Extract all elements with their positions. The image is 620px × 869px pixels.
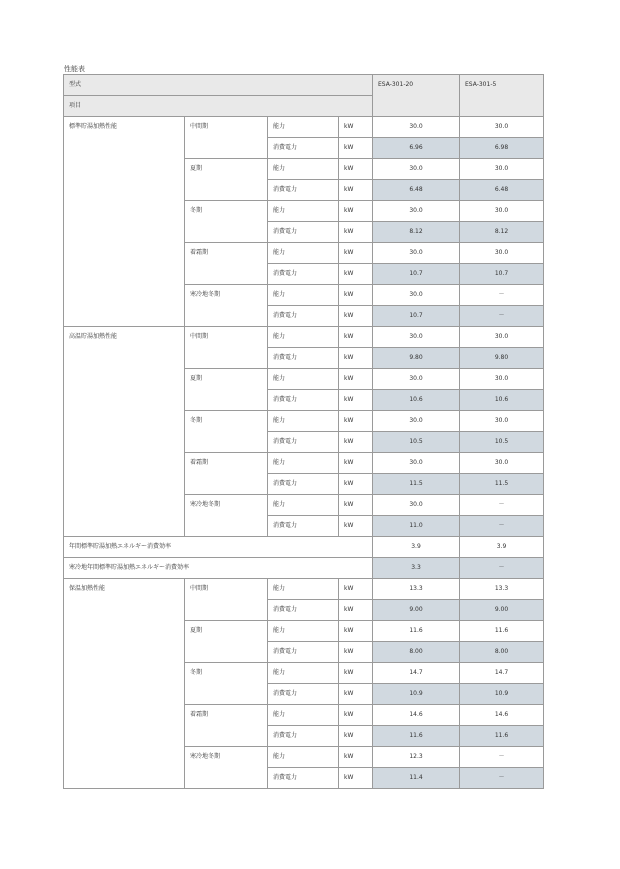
value-model-1: 9.80: [373, 348, 460, 369]
item-label: 能力: [268, 579, 339, 600]
value-model-1: 13.3: [373, 579, 460, 600]
unit-label: kW: [339, 243, 373, 264]
season-label: 冬期: [185, 201, 268, 243]
value-model-1: 10.6: [373, 390, 460, 411]
item-label: 能力: [268, 705, 339, 726]
table-row: [64, 579, 544, 600]
performance-table-body: [64, 75, 544, 789]
value-model-1: 8.00: [373, 642, 460, 663]
item-label: 消費電力: [268, 642, 339, 663]
unit-label: kW: [339, 348, 373, 369]
unit-label: kW: [339, 600, 373, 621]
item-label: 能力: [268, 117, 339, 138]
value-model-2: 6.48: [460, 180, 544, 201]
value-model-2: 30.0: [460, 243, 544, 264]
group-label: 標準貯湯加熱性能: [64, 117, 185, 327]
value-model-2: 13.3: [460, 579, 544, 600]
item-label: 消費電力: [268, 684, 339, 705]
season-label: 着霜期: [185, 705, 268, 747]
value-model-1: 10.9: [373, 684, 460, 705]
value-model-1: 30.0: [373, 285, 460, 306]
value-model-1: 30.0: [373, 159, 460, 180]
unit-label: kW: [339, 117, 373, 138]
item-label: 能力: [268, 621, 339, 642]
unit-label: kW: [339, 726, 373, 747]
value-model-2: －: [460, 768, 544, 789]
unit-label: kW: [339, 327, 373, 348]
efficiency-label: 寒冷地年間標準貯湯加熱エネルギー消費効率: [64, 558, 373, 579]
value-model-1: 30.0: [373, 117, 460, 138]
group-label: 高温貯湯加熱性能: [64, 327, 185, 537]
header-model-1: ESA-301-20: [373, 75, 460, 117]
item-label: 消費電力: [268, 222, 339, 243]
item-label: 能力: [268, 453, 339, 474]
value-model-1: 3.9: [373, 537, 460, 558]
item-label: 消費電力: [268, 348, 339, 369]
unit-label: kW: [339, 390, 373, 411]
value-model-1: 11.4: [373, 768, 460, 789]
unit-label: kW: [339, 642, 373, 663]
unit-label: kW: [339, 432, 373, 453]
item-label: 能力: [268, 285, 339, 306]
value-model-1: 11.5: [373, 474, 460, 495]
unit-label: kW: [339, 768, 373, 789]
value-model-1: 8.12: [373, 222, 460, 243]
value-model-1: 6.48: [373, 180, 460, 201]
efficiency-row: [64, 558, 544, 579]
value-model-2: －: [460, 747, 544, 768]
unit-label: kW: [339, 264, 373, 285]
item-label: 消費電力: [268, 264, 339, 285]
value-model-2: 8.12: [460, 222, 544, 243]
table-row: [64, 327, 544, 348]
header-model-2: ESA-301-5: [460, 75, 544, 117]
unit-label: kW: [339, 453, 373, 474]
unit-label: kW: [339, 180, 373, 201]
item-label: 能力: [268, 495, 339, 516]
value-model-2: 10.5: [460, 432, 544, 453]
season-label: 寒冷地冬期: [185, 285, 268, 327]
value-model-2: 30.0: [460, 369, 544, 390]
value-model-2: 9.80: [460, 348, 544, 369]
value-model-2: －: [460, 285, 544, 306]
unit-label: kW: [339, 705, 373, 726]
value-model-1: 30.0: [373, 369, 460, 390]
unit-label: kW: [339, 369, 373, 390]
value-model-2: －: [460, 495, 544, 516]
value-model-2: 8.00: [460, 642, 544, 663]
value-model-2: 6.98: [460, 138, 544, 159]
item-label: 消費電力: [268, 306, 339, 327]
item-label: 能力: [268, 327, 339, 348]
item-label: 能力: [268, 159, 339, 180]
value-model-1: 11.6: [373, 621, 460, 642]
value-model-2: 30.0: [460, 117, 544, 138]
value-model-2: 30.0: [460, 411, 544, 432]
value-model-1: 14.7: [373, 663, 460, 684]
unit-label: kW: [339, 621, 373, 642]
header-item-label: 項目: [64, 96, 373, 117]
season-label: 着霜期: [185, 243, 268, 285]
item-label: 消費電力: [268, 474, 339, 495]
value-model-1: 10.5: [373, 432, 460, 453]
unit-label: kW: [339, 684, 373, 705]
value-model-1: 30.0: [373, 243, 460, 264]
value-model-2: 11.5: [460, 474, 544, 495]
value-model-1: 30.0: [373, 327, 460, 348]
value-model-2: 10.6: [460, 390, 544, 411]
value-model-1: 30.0: [373, 453, 460, 474]
value-model-1: 11.0: [373, 516, 460, 537]
value-model-2: 11.6: [460, 621, 544, 642]
value-model-2: 3.9: [460, 537, 544, 558]
value-model-1: 10.7: [373, 264, 460, 285]
value-model-1: 30.0: [373, 411, 460, 432]
season-label: 冬期: [185, 663, 268, 705]
value-model-2: 30.0: [460, 327, 544, 348]
performance-table: [63, 74, 544, 789]
item-label: 消費電力: [268, 390, 339, 411]
table-row: [64, 117, 544, 138]
value-model-1: 12.3: [373, 747, 460, 768]
value-model-2: 10.7: [460, 264, 544, 285]
unit-label: kW: [339, 201, 373, 222]
item-label: 消費電力: [268, 138, 339, 159]
value-model-1: 9.00: [373, 600, 460, 621]
efficiency-row: [64, 537, 544, 558]
season-label: 夏期: [185, 369, 268, 411]
season-label: 中間期: [185, 117, 268, 159]
season-label: 冬期: [185, 411, 268, 453]
season-label: 夏期: [185, 159, 268, 201]
value-model-2: －: [460, 516, 544, 537]
header-row-type: [64, 75, 544, 96]
item-label: 能力: [268, 747, 339, 768]
unit-label: kW: [339, 516, 373, 537]
item-label: 能力: [268, 243, 339, 264]
item-label: 能力: [268, 201, 339, 222]
item-label: 能力: [268, 663, 339, 684]
value-model-2: 14.7: [460, 663, 544, 684]
unit-label: kW: [339, 495, 373, 516]
value-model-2: 10.9: [460, 684, 544, 705]
value-model-1: 11.6: [373, 726, 460, 747]
table-caption: 性能表: [64, 65, 85, 73]
unit-label: kW: [339, 579, 373, 600]
group-label: 保温加熱性能: [64, 579, 185, 789]
value-model-2: 9.00: [460, 600, 544, 621]
item-label: 消費電力: [268, 726, 339, 747]
item-label: 消費電力: [268, 432, 339, 453]
efficiency-label: 年間標準貯湯加熱エネルギー消費効率: [64, 537, 373, 558]
value-model-1: 6.96: [373, 138, 460, 159]
unit-label: kW: [339, 138, 373, 159]
value-model-1: 14.6: [373, 705, 460, 726]
value-model-2: －: [460, 558, 544, 579]
unit-label: kW: [339, 663, 373, 684]
unit-label: kW: [339, 222, 373, 243]
value-model-2: －: [460, 306, 544, 327]
season-label: 寒冷地冬期: [185, 747, 268, 789]
unit-label: kW: [339, 285, 373, 306]
item-label: 消費電力: [268, 600, 339, 621]
value-model-2: 14.6: [460, 705, 544, 726]
unit-label: kW: [339, 159, 373, 180]
value-model-1: 3.3: [373, 558, 460, 579]
item-label: 消費電力: [268, 516, 339, 537]
value-model-2: 30.0: [460, 159, 544, 180]
season-label: 夏期: [185, 621, 268, 663]
unit-label: kW: [339, 411, 373, 432]
header-type-label: 型式: [64, 75, 373, 96]
unit-label: kW: [339, 306, 373, 327]
season-label: 中間期: [185, 579, 268, 621]
value-model-2: 30.0: [460, 453, 544, 474]
item-label: 消費電力: [268, 768, 339, 789]
value-model-1: 10.7: [373, 306, 460, 327]
value-model-1: 30.0: [373, 201, 460, 222]
value-model-2: 11.6: [460, 726, 544, 747]
item-label: 能力: [268, 411, 339, 432]
value-model-2: 30.0: [460, 201, 544, 222]
item-label: 能力: [268, 369, 339, 390]
unit-label: kW: [339, 474, 373, 495]
season-label: 中間期: [185, 327, 268, 369]
season-label: 寒冷地冬期: [185, 495, 268, 537]
value-model-1: 30.0: [373, 495, 460, 516]
unit-label: kW: [339, 747, 373, 768]
item-label: 消費電力: [268, 180, 339, 201]
season-label: 着霜期: [185, 453, 268, 495]
